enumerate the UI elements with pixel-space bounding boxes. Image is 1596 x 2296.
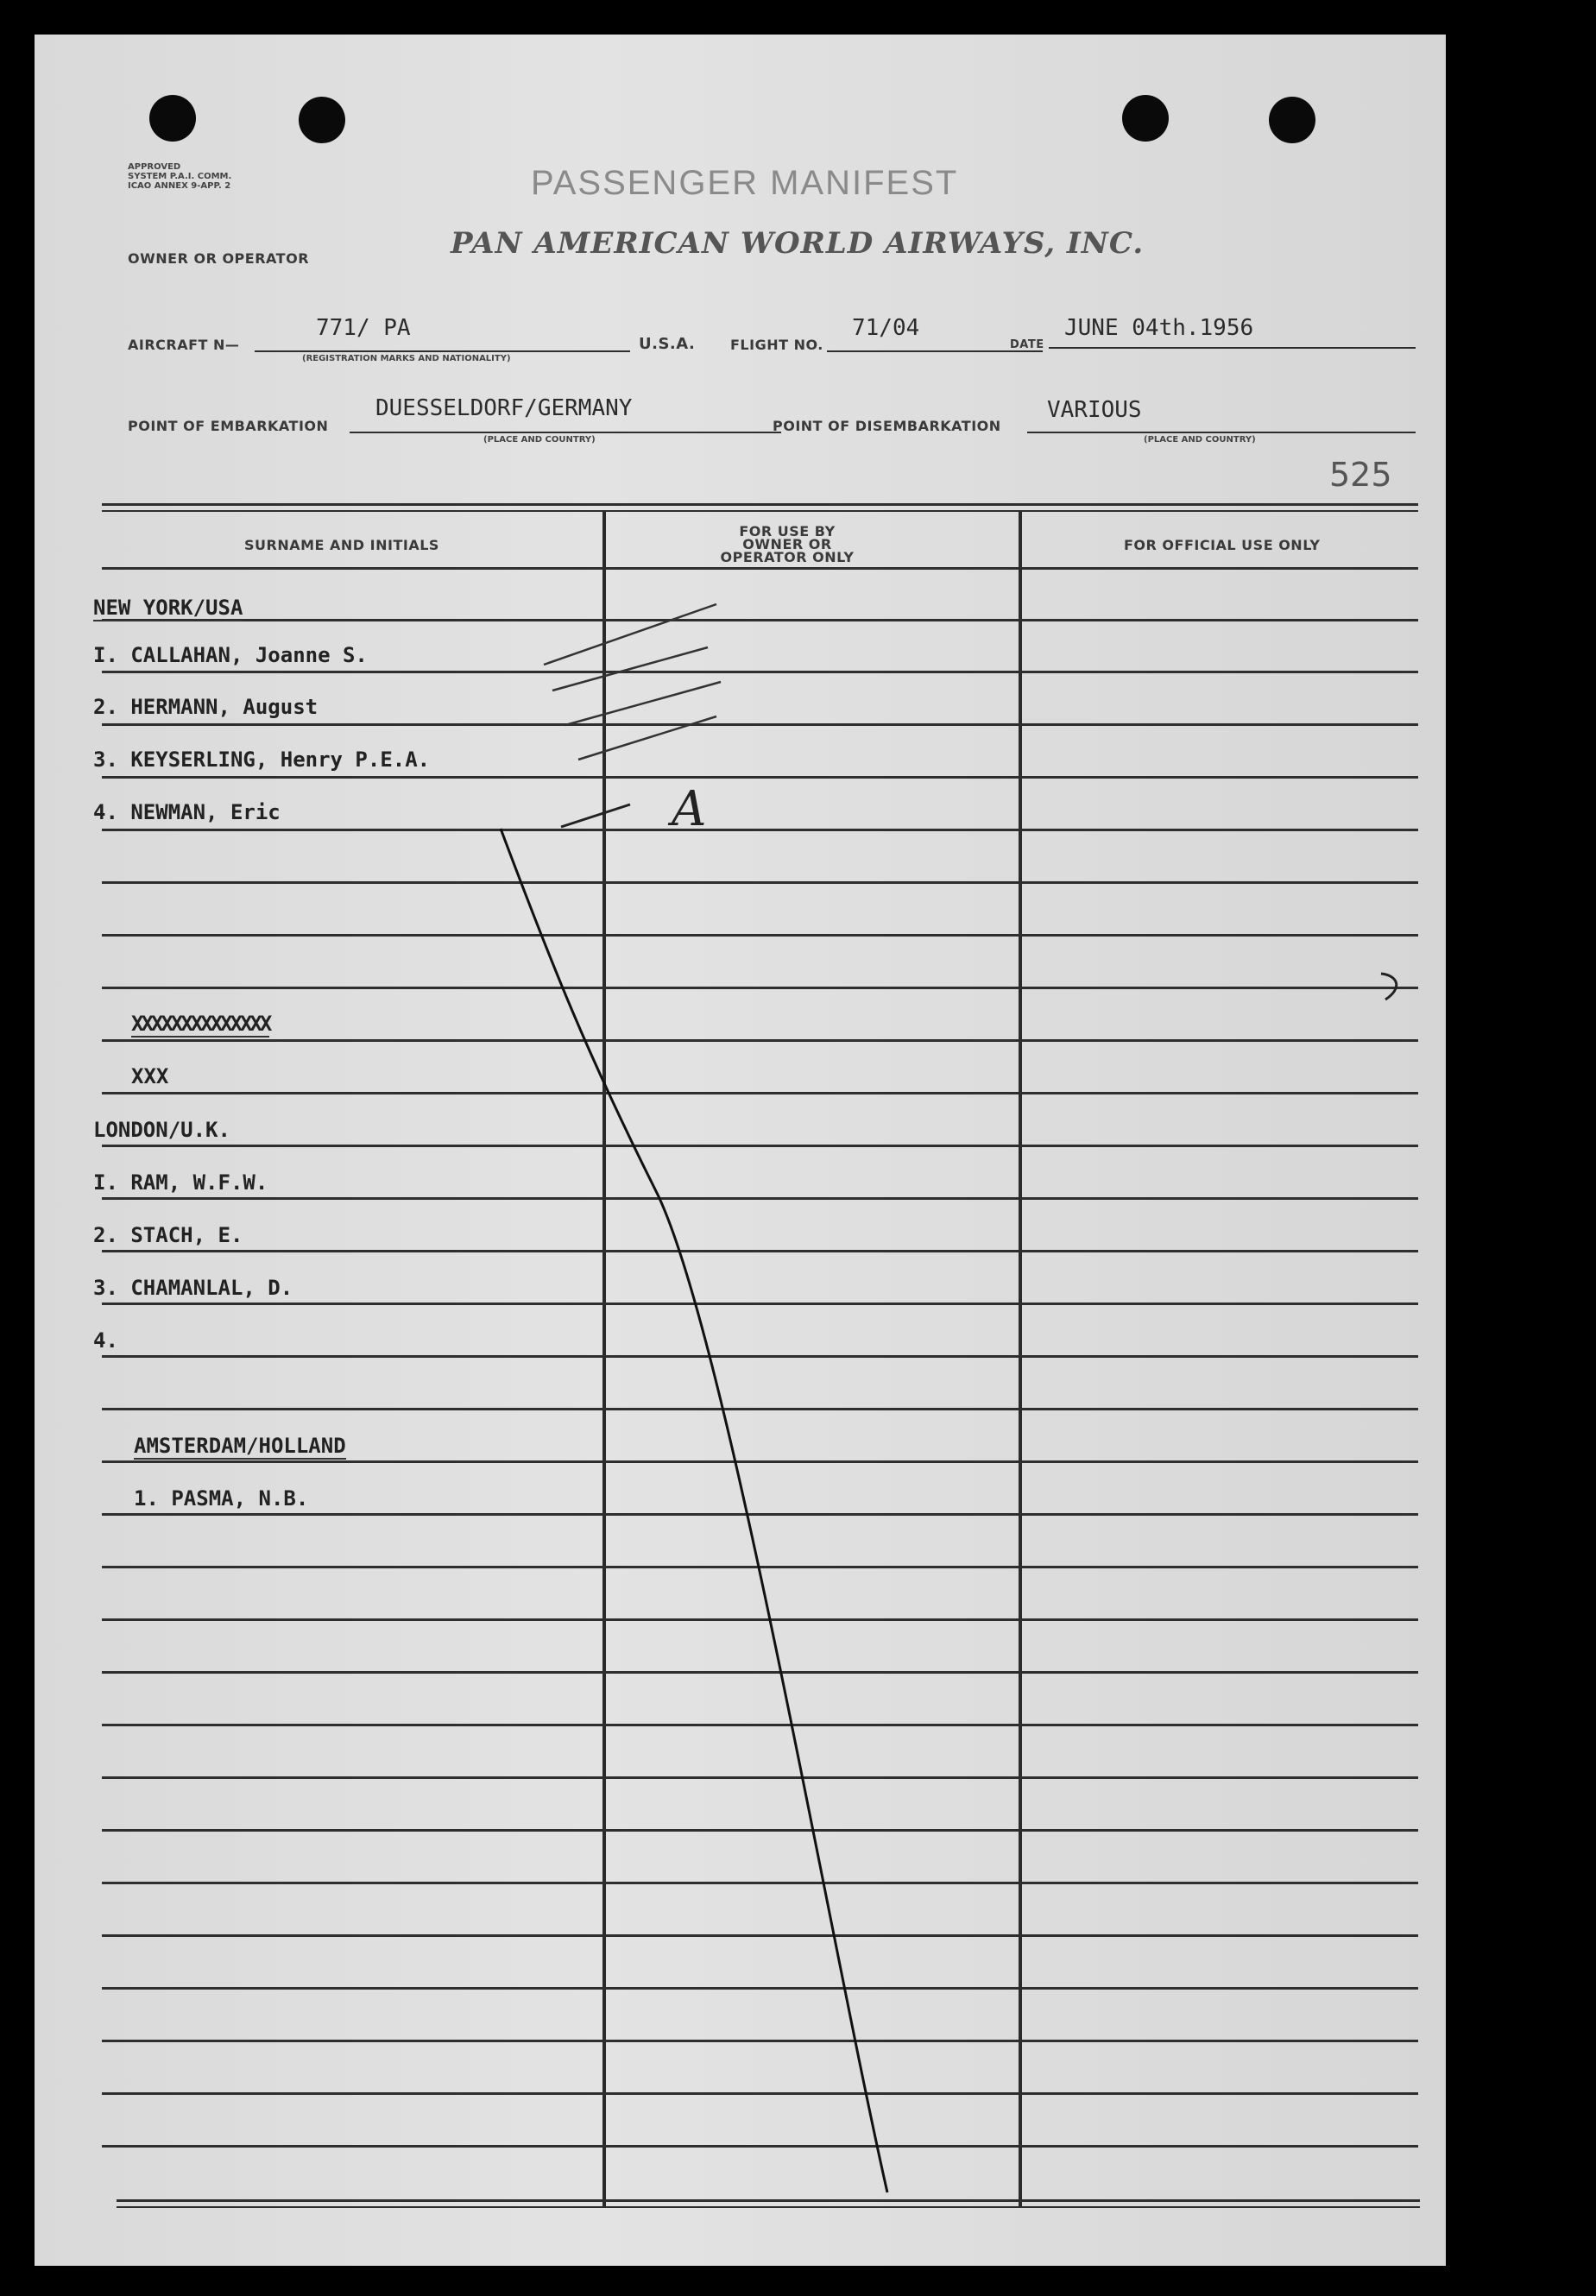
passenger-entry: I. CALLAHAN, Joanne S. <box>93 643 368 667</box>
struck-out-text: XXX <box>131 1064 169 1088</box>
passenger-entry: 4. NEWMAN, Eric <box>93 800 281 824</box>
date-value: JUNE 04th.1956 <box>1064 315 1254 341</box>
struck-out-text: XXXXXXXXXXXXXX <box>131 1012 270 1036</box>
official-use-column-header: FOR OFFICIAL USE ONLY <box>1124 537 1321 553</box>
approval-line: SYSTEM P.A.I. COMM. <box>128 172 232 181</box>
passenger-entry: 1. PASMA, N.B. <box>134 1486 309 1511</box>
destination-header-amsterdam: AMSTERDAM/HOLLAND <box>134 1434 346 1458</box>
passenger-entry: 3. KEYSERLING, Henry P.E.A. <box>93 747 431 772</box>
approval-line: ICAO ANNEX 9-APP. 2 <box>128 181 231 191</box>
disembark-caption: (PLACE AND COUNTRY) <box>1144 435 1256 445</box>
tick-stroke <box>565 682 721 725</box>
usa-label: U.S.A. <box>639 335 696 353</box>
disembark-label: POINT OF DISEMBARKATION <box>773 418 1001 434</box>
form-title: PASSENGER MANIFEST <box>531 164 959 202</box>
flight-value: 71/04 <box>852 315 920 341</box>
page-number: 525 <box>1329 456 1392 494</box>
aircraft-label: AIRCRAFT N— <box>128 337 240 353</box>
destination-header-newyork: NEW YORK/USA <box>93 596 243 620</box>
passenger-entry: 3. CHAMANLAL, D. <box>93 1276 293 1300</box>
handwritten-bracket-line <box>501 829 887 2192</box>
embark-caption: (PLACE AND COUNTRY) <box>483 435 596 445</box>
registration-caption: (REGISTRATION MARKS AND NATIONALITY) <box>302 354 511 363</box>
handwritten-letter-a: A <box>672 781 707 837</box>
owner-label: OWNER OR OPERATOR <box>128 250 310 267</box>
passenger-entry: 2. HERMANN, August <box>93 695 319 719</box>
aircraft-value: 771/ PA <box>316 315 411 341</box>
passenger-entry: 2. STACH, E. <box>93 1223 243 1247</box>
airline-name: PAN AMERICAN WORLD AIRWAYS, INC. <box>451 226 1145 261</box>
tick-stroke <box>561 804 630 827</box>
embark-value: DUESSELDORF/GERMANY <box>375 395 633 421</box>
manifest-sheet <box>35 35 1446 2266</box>
surname-column-header: SURNAME AND INITIALS <box>244 537 439 553</box>
tick-stroke <box>578 716 716 760</box>
approval-line: APPROVED <box>128 162 181 172</box>
flight-label: FLIGHT NO. <box>730 337 823 353</box>
embark-label: POINT OF EMBARKATION <box>128 418 329 434</box>
passenger-entry: 4. <box>93 1328 118 1353</box>
owner-use-column-header: FOR USE BY OWNER OR OPERATOR ONLY <box>720 523 855 565</box>
tick-stroke <box>544 604 716 665</box>
disembark-value: VARIOUS <box>1047 397 1142 423</box>
date-label: DATE <box>1010 338 1044 351</box>
passenger-entry: I. RAM, W.F.W. <box>93 1170 268 1195</box>
handwritten-digit <box>1386 975 1403 1006</box>
destination-header-london: LONDON/U.K. <box>93 1118 230 1142</box>
handwriting-overlay <box>35 35 1446 2266</box>
